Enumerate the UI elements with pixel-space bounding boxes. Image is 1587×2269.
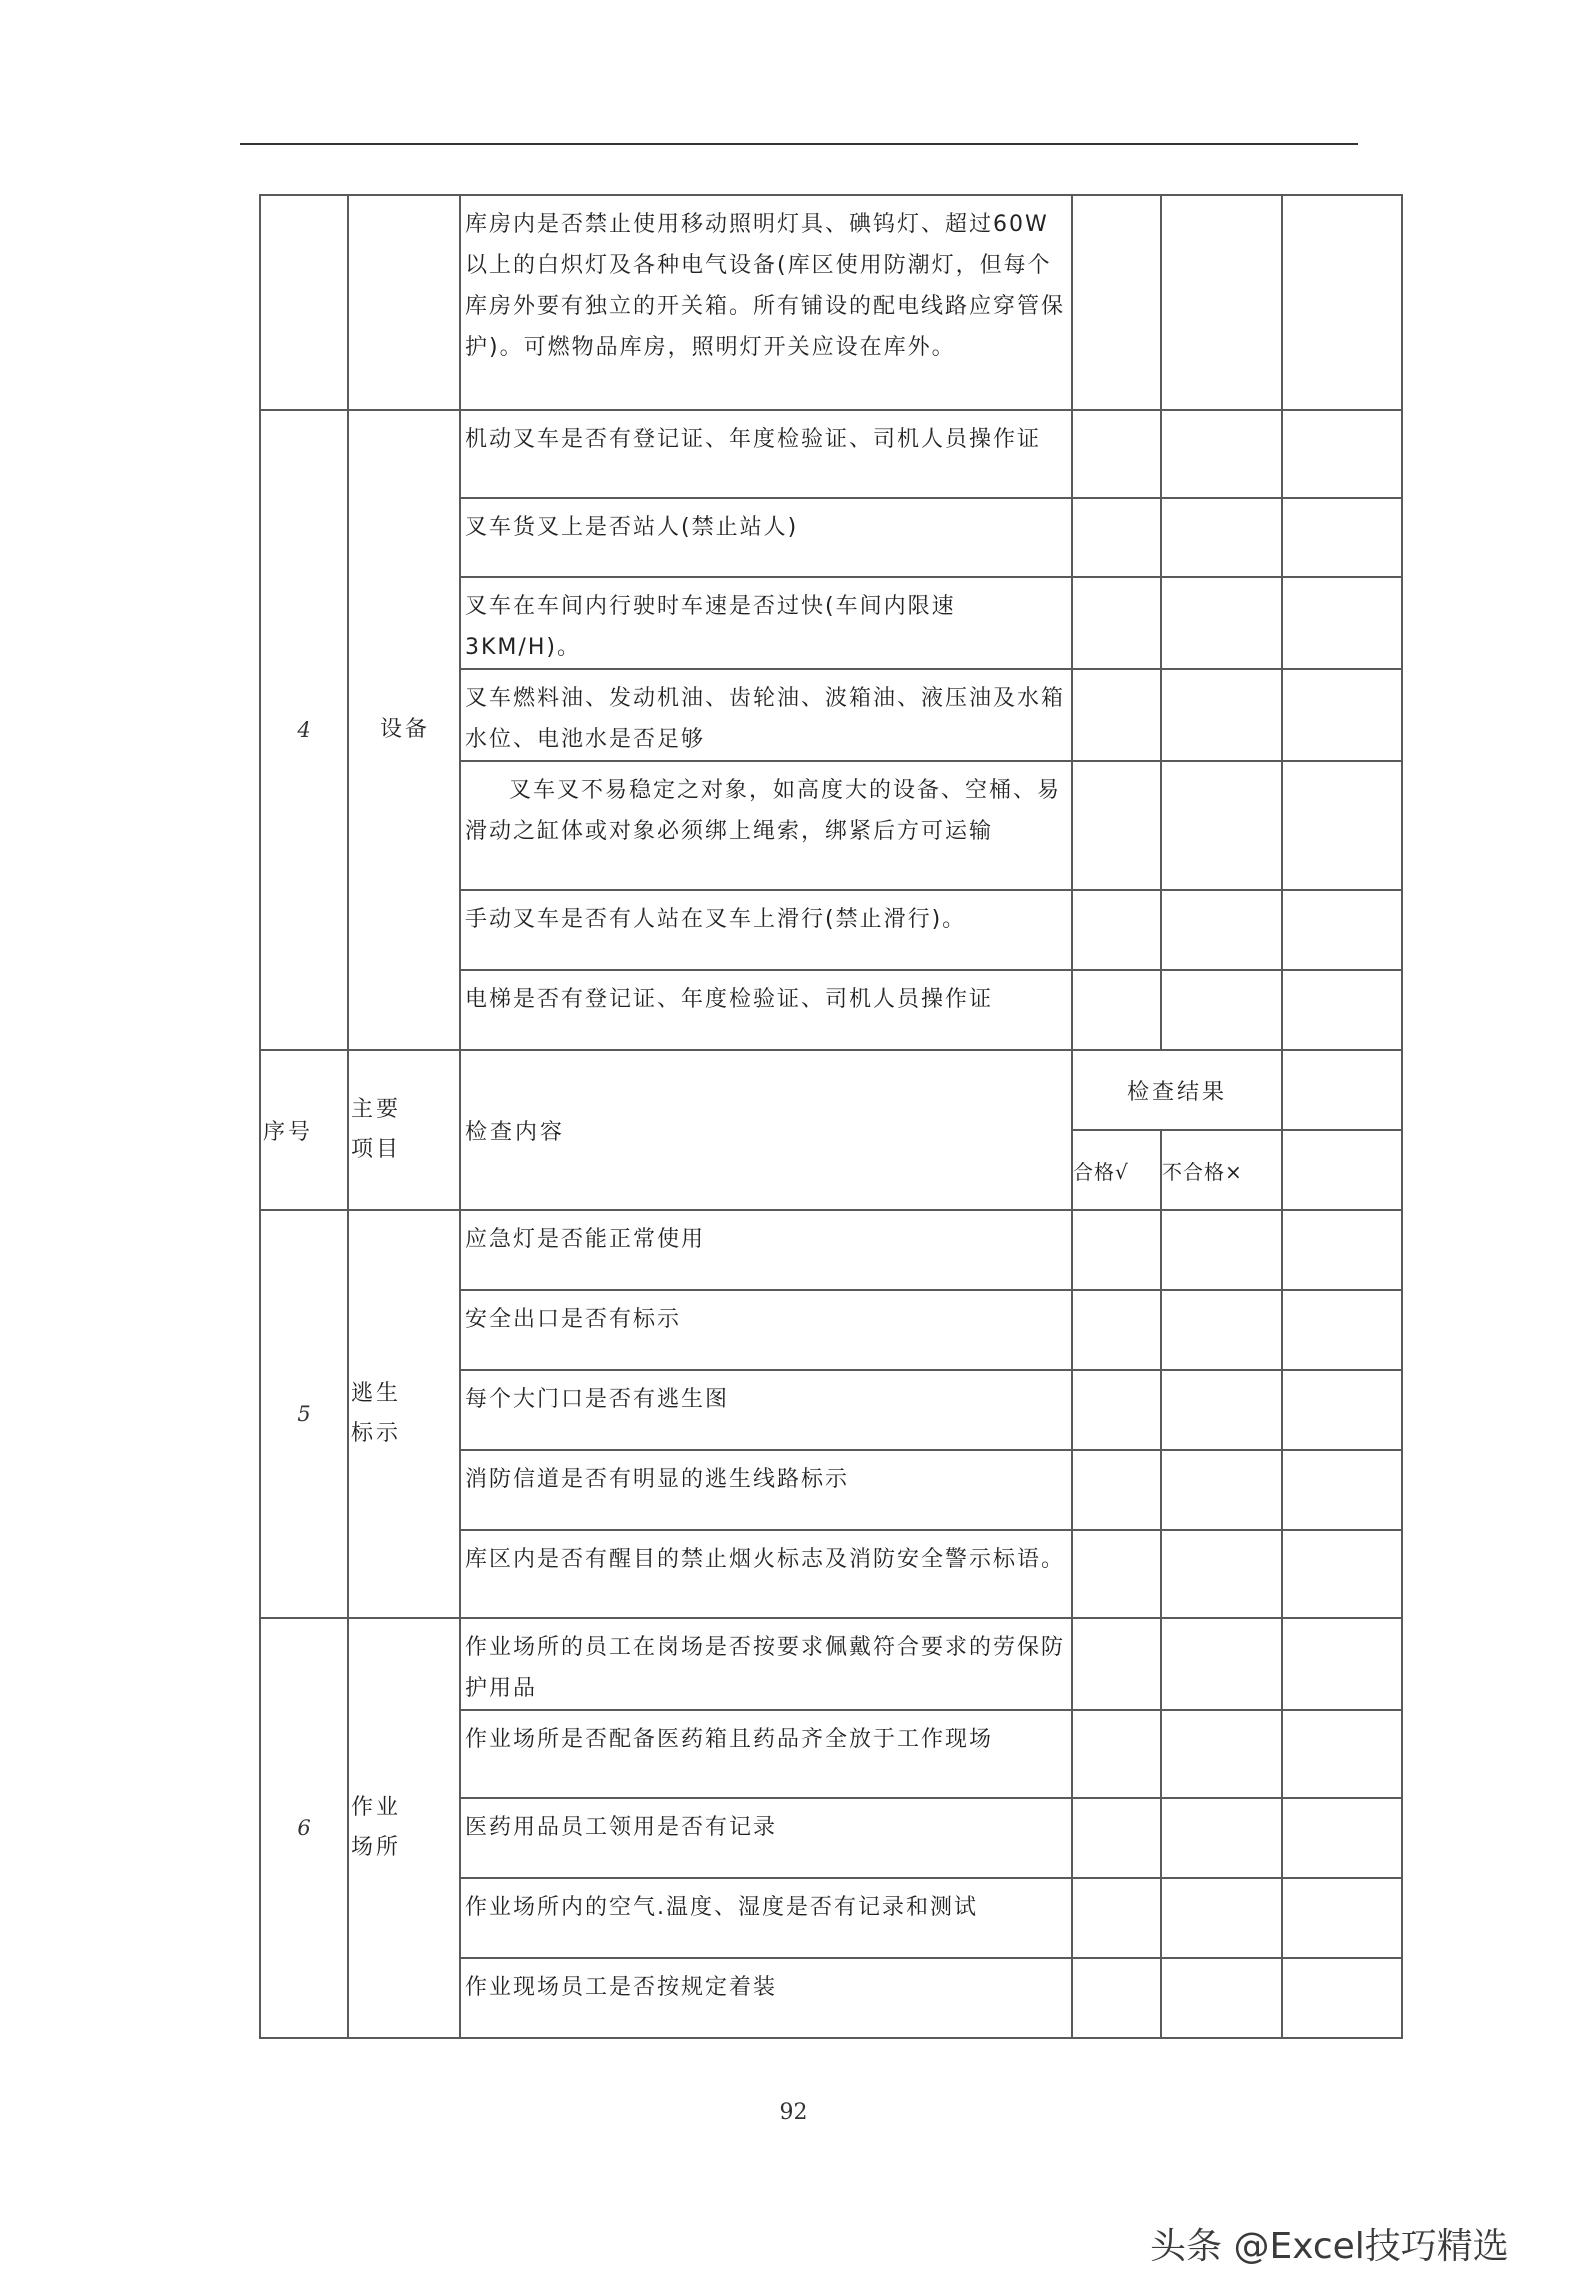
- section-item-line: 场所: [351, 1835, 402, 1860]
- pass-cell: [1072, 1290, 1161, 1370]
- note-cell: [1282, 410, 1402, 498]
- pass-cell: [1072, 1370, 1161, 1450]
- note-cell: [1282, 1878, 1402, 1958]
- pass-cell: [1072, 410, 1161, 498]
- note-cell: [1282, 1050, 1402, 1130]
- fail-cell: [1161, 1710, 1282, 1798]
- num-cell: [260, 195, 348, 410]
- check-content-cell: 作业现场员工是否按规定着装: [460, 1958, 1072, 2038]
- check-content-cell: 电梯是否有登记证、年度检验证、司机人员操作证: [460, 970, 1072, 1050]
- pass-cell: [1072, 195, 1161, 410]
- note-cell: [1282, 1618, 1402, 1710]
- check-content-cell: 库房内是否禁止使用移动照明灯具、碘钨灯、超过60W以上的白炽灯及各种电气设备(库区使用防潮灯，但每个库房外要有独立的开关箱。所有铺设的配电线路应穿管保护)。可燃物品库房，照明灯开关应设在库外。: [460, 195, 1072, 410]
- fail-cell: [1161, 1210, 1282, 1290]
- check-content-cell: 医药用品员工领用是否有记录: [460, 1798, 1072, 1878]
- fail-cell: [1161, 195, 1282, 410]
- fail-cell: [1161, 890, 1282, 970]
- table-row: [260, 1618, 1402, 1710]
- fail-cell: [1161, 1958, 1282, 2038]
- fail-cell: [1161, 410, 1282, 498]
- check-content-cell: 库区内是否有醒目的禁止烟火标志及消防安全警示标语。: [460, 1530, 1072, 1618]
- check-content-cell: [460, 761, 1072, 890]
- note-cell: [1282, 1798, 1402, 1878]
- fail-cell: [1161, 1370, 1282, 1450]
- check-content-cell: 作业场所是否配备医药箱且药品齐全放于工作现场: [460, 1710, 1072, 1798]
- section-item-line: 作业: [351, 1795, 402, 1820]
- note-cell: [1282, 1290, 1402, 1370]
- note-cell: [1282, 1210, 1402, 1290]
- check-content-cell: 作业场所的员工在岗场是否按要求佩戴符合要求的劳保防护用品: [460, 1618, 1072, 1710]
- pass-cell: [1072, 1450, 1161, 1530]
- note-cell: [1282, 1710, 1402, 1798]
- note-cell: [1282, 1450, 1402, 1530]
- note-cell: [1282, 498, 1402, 577]
- section-item: 设备: [348, 410, 460, 1050]
- pass-cell: [1072, 1798, 1161, 1878]
- check-content-cell: 消防信道是否有明显的逃生线路标示: [460, 1450, 1072, 1530]
- pass-cell: [1072, 1210, 1161, 1290]
- note-cell: [1282, 1958, 1402, 2038]
- pass-cell: [1072, 1618, 1161, 1710]
- note-cell: [1282, 970, 1402, 1050]
- fail-cell: [1161, 1618, 1282, 1710]
- check-content-cell: 叉车货叉上是否站人(禁止站人): [460, 498, 1072, 577]
- fail-cell: [1161, 1798, 1282, 1878]
- check-content-cell: 手动叉车是否有人站在叉车上滑行(禁止滑行)。: [460, 890, 1072, 970]
- table-row: [260, 410, 1402, 498]
- pass-cell: [1072, 1878, 1161, 1958]
- page-number: 92: [779, 2100, 808, 2125]
- section-item-line: 逃生: [351, 1381, 402, 1406]
- note-cell: [1282, 1130, 1402, 1210]
- header-rule: [240, 143, 1358, 145]
- header-fail: 不合格×: [1161, 1130, 1282, 1210]
- fail-cell: [1161, 498, 1282, 577]
- header-content: 检查内容: [460, 1050, 1072, 1210]
- section-number: 6: [260, 1618, 348, 2038]
- watermark: 头条 @Excel技巧精选: [1150, 2226, 1509, 2267]
- table-row: [260, 195, 1402, 410]
- check-content-cell: 每个大门口是否有逃生图: [460, 1370, 1072, 1450]
- note-cell: [1282, 890, 1402, 970]
- check-content-cell: 作业场所内的空气.温度、湿度是否有记录和测试: [460, 1878, 1072, 1958]
- note-cell: [1282, 577, 1402, 669]
- item-cell: [348, 195, 460, 410]
- note-cell: [1282, 761, 1402, 890]
- check-content-text: 叉车叉不易稳定之对象，如高度大的设备、空桶、易滑动之缸体或对象必须绑上绳索，绑紧后方可运输: [465, 778, 1062, 844]
- note-cell: [1282, 195, 1402, 410]
- fail-cell: [1161, 1290, 1282, 1370]
- inspection-table: [259, 194, 1403, 2039]
- note-cell: [1282, 1370, 1402, 1450]
- header-item: [348, 1050, 460, 1210]
- pass-cell: [1072, 669, 1161, 761]
- pass-cell: [1072, 1710, 1161, 1798]
- pass-cell: [1072, 890, 1161, 970]
- header-item-line: 主要: [351, 1097, 402, 1122]
- header-row: [260, 1050, 1402, 1130]
- check-content-cell: 机动叉车是否有登记证、年度检验证、司机人员操作证: [460, 410, 1072, 498]
- fail-cell: [1161, 577, 1282, 669]
- section-item: [348, 1210, 460, 1618]
- fail-cell: [1161, 669, 1282, 761]
- note-cell: [1282, 1530, 1402, 1618]
- table-row: [260, 1210, 1402, 1290]
- header-num: 序号: [260, 1050, 348, 1210]
- fail-cell: [1161, 1878, 1282, 1958]
- section-number: 4: [260, 410, 348, 1050]
- check-content-cell: 应急灯是否能正常使用: [460, 1210, 1072, 1290]
- check-content-cell: 叉车燃料油、发动机油、齿轮油、波箱油、液压油及水箱水位、电池水是否足够: [460, 669, 1072, 761]
- pass-cell: [1072, 577, 1161, 669]
- header-item-line: 项目: [351, 1137, 402, 1162]
- section-item-line: 标示: [351, 1421, 402, 1446]
- header-result: 检查结果: [1072, 1050, 1282, 1130]
- note-cell: [1282, 669, 1402, 761]
- header-pass: 合格√: [1072, 1130, 1161, 1210]
- pass-cell: [1072, 970, 1161, 1050]
- fail-cell: [1161, 970, 1282, 1050]
- fail-cell: [1161, 761, 1282, 890]
- pass-cell: [1072, 498, 1161, 577]
- section-item: [348, 1618, 460, 2038]
- section-number: 5: [260, 1210, 348, 1618]
- fail-cell: [1161, 1450, 1282, 1530]
- check-content-cell: 安全出口是否有标示: [460, 1290, 1072, 1370]
- pass-cell: [1072, 761, 1161, 890]
- fail-cell: [1161, 1530, 1282, 1618]
- check-content-cell: 叉车在车间内行驶时车速是否过快(车间内限速3KM/H)。: [460, 577, 1072, 669]
- pass-cell: [1072, 1530, 1161, 1618]
- pass-cell: [1072, 1958, 1161, 2038]
